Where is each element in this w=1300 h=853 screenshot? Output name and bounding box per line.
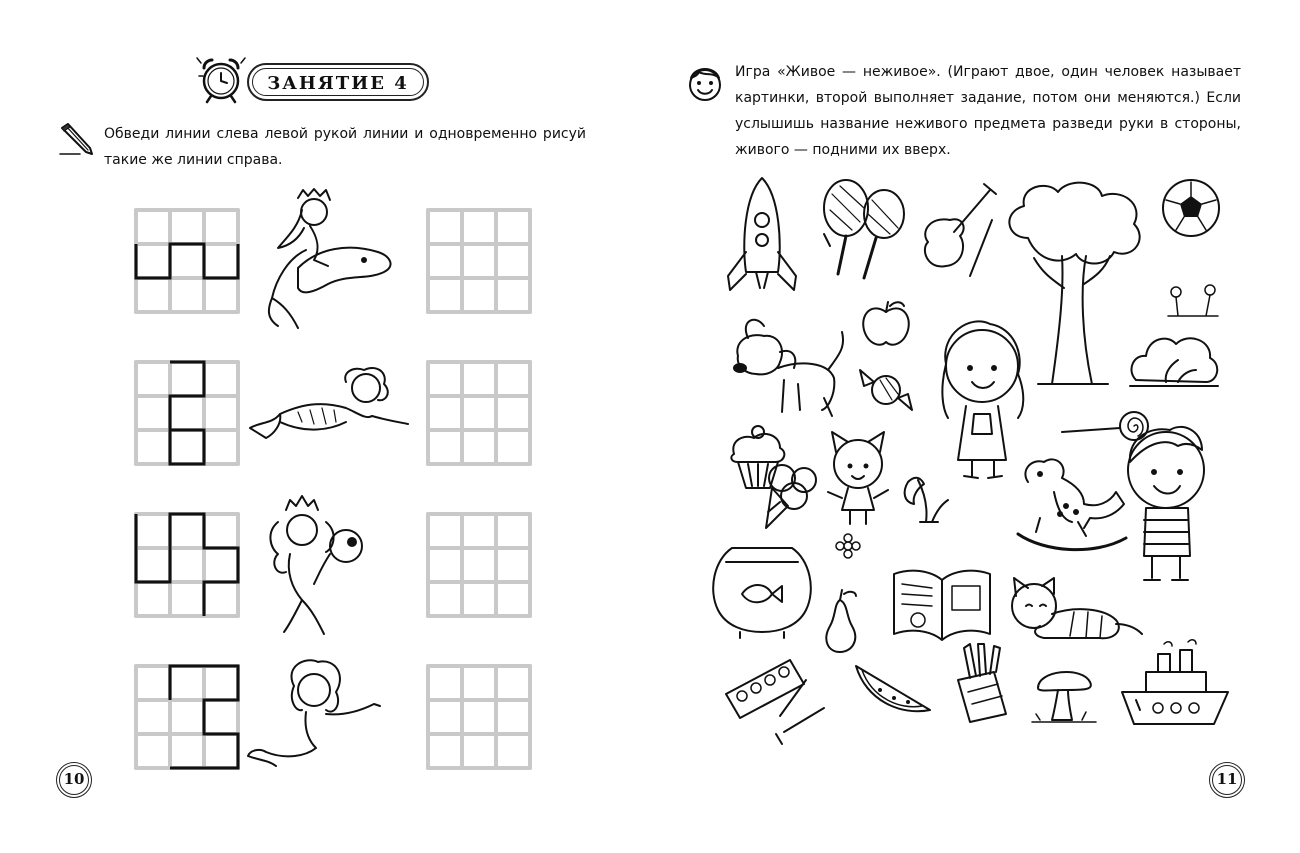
lesson-title: ЗАНЯТИЕ 4	[267, 73, 409, 94]
child-face-icon	[685, 64, 725, 104]
bush-illustration	[1126, 330, 1222, 394]
tracing-grid-sample-4	[132, 662, 244, 774]
rackets-illustration	[816, 174, 920, 284]
bell-flower-illustration	[898, 462, 954, 526]
rocket-illustration	[724, 176, 800, 300]
tracing-grid-sample-3	[132, 510, 244, 622]
watermelon-slice-illustration	[850, 660, 934, 720]
sample-line-2	[170, 362, 204, 464]
steamship-illustration	[1118, 640, 1232, 732]
fishbowl-illustration	[710, 540, 814, 638]
mermaid-dolphin-illustration	[258, 188, 398, 338]
tracing-grid-sample-2	[132, 358, 244, 470]
apple-illustration	[858, 300, 914, 350]
tracing-grid-sample-1	[132, 206, 244, 318]
pencil-icon	[58, 122, 94, 156]
mermaid-swimming-illustration	[246, 362, 414, 452]
ice-cream-illustration	[758, 458, 828, 534]
cat-girl-illustration	[822, 424, 894, 528]
paint-set-illustration	[720, 654, 832, 752]
tracing-instruction: Обведи линии слева левой рукой линии и одновременно рисуй такие же линии справа.	[104, 126, 586, 168]
mermaid-waving-illustration	[246, 656, 386, 772]
tracing-grid-empty-1	[424, 206, 536, 318]
pencils-box-illustration	[954, 642, 1014, 724]
tracing-grid-empty-3	[424, 510, 536, 622]
violin-illustration	[910, 180, 1006, 280]
candy-illustration	[856, 362, 916, 418]
page-number-left: 10	[56, 762, 92, 798]
page-number-right: 11	[1209, 762, 1245, 798]
lesson-title-frame	[247, 63, 429, 101]
dog-illustration	[728, 312, 848, 422]
game-instruction: Игра «Живое — неживое». (Играют двое, один человек называет картинки, второй выполняет задание, потом они меняются.) Если услышишь название неживого предмета разведи руки в стороны, живого — подними их вверх.	[735, 64, 1241, 158]
mermaid-fish-illustration	[256, 492, 376, 642]
pear-illustration	[820, 586, 862, 654]
book-illustration	[890, 566, 994, 644]
soccer-ball-illustration	[1160, 176, 1222, 240]
sample-line-1	[136, 244, 238, 278]
tracing-grid-empty-4	[424, 662, 536, 774]
right-page	[650, 0, 1300, 853]
cat-illustration	[1004, 576, 1148, 648]
mushroom-illustration	[1028, 662, 1100, 728]
small-flower-illustration	[834, 532, 862, 560]
sample-line-3	[136, 514, 238, 616]
alarm-clock-icon	[196, 54, 246, 106]
tracing-grid-empty-2	[424, 358, 536, 470]
flower-illustration	[1158, 280, 1228, 320]
rocking-horse-illustration	[1014, 452, 1130, 560]
